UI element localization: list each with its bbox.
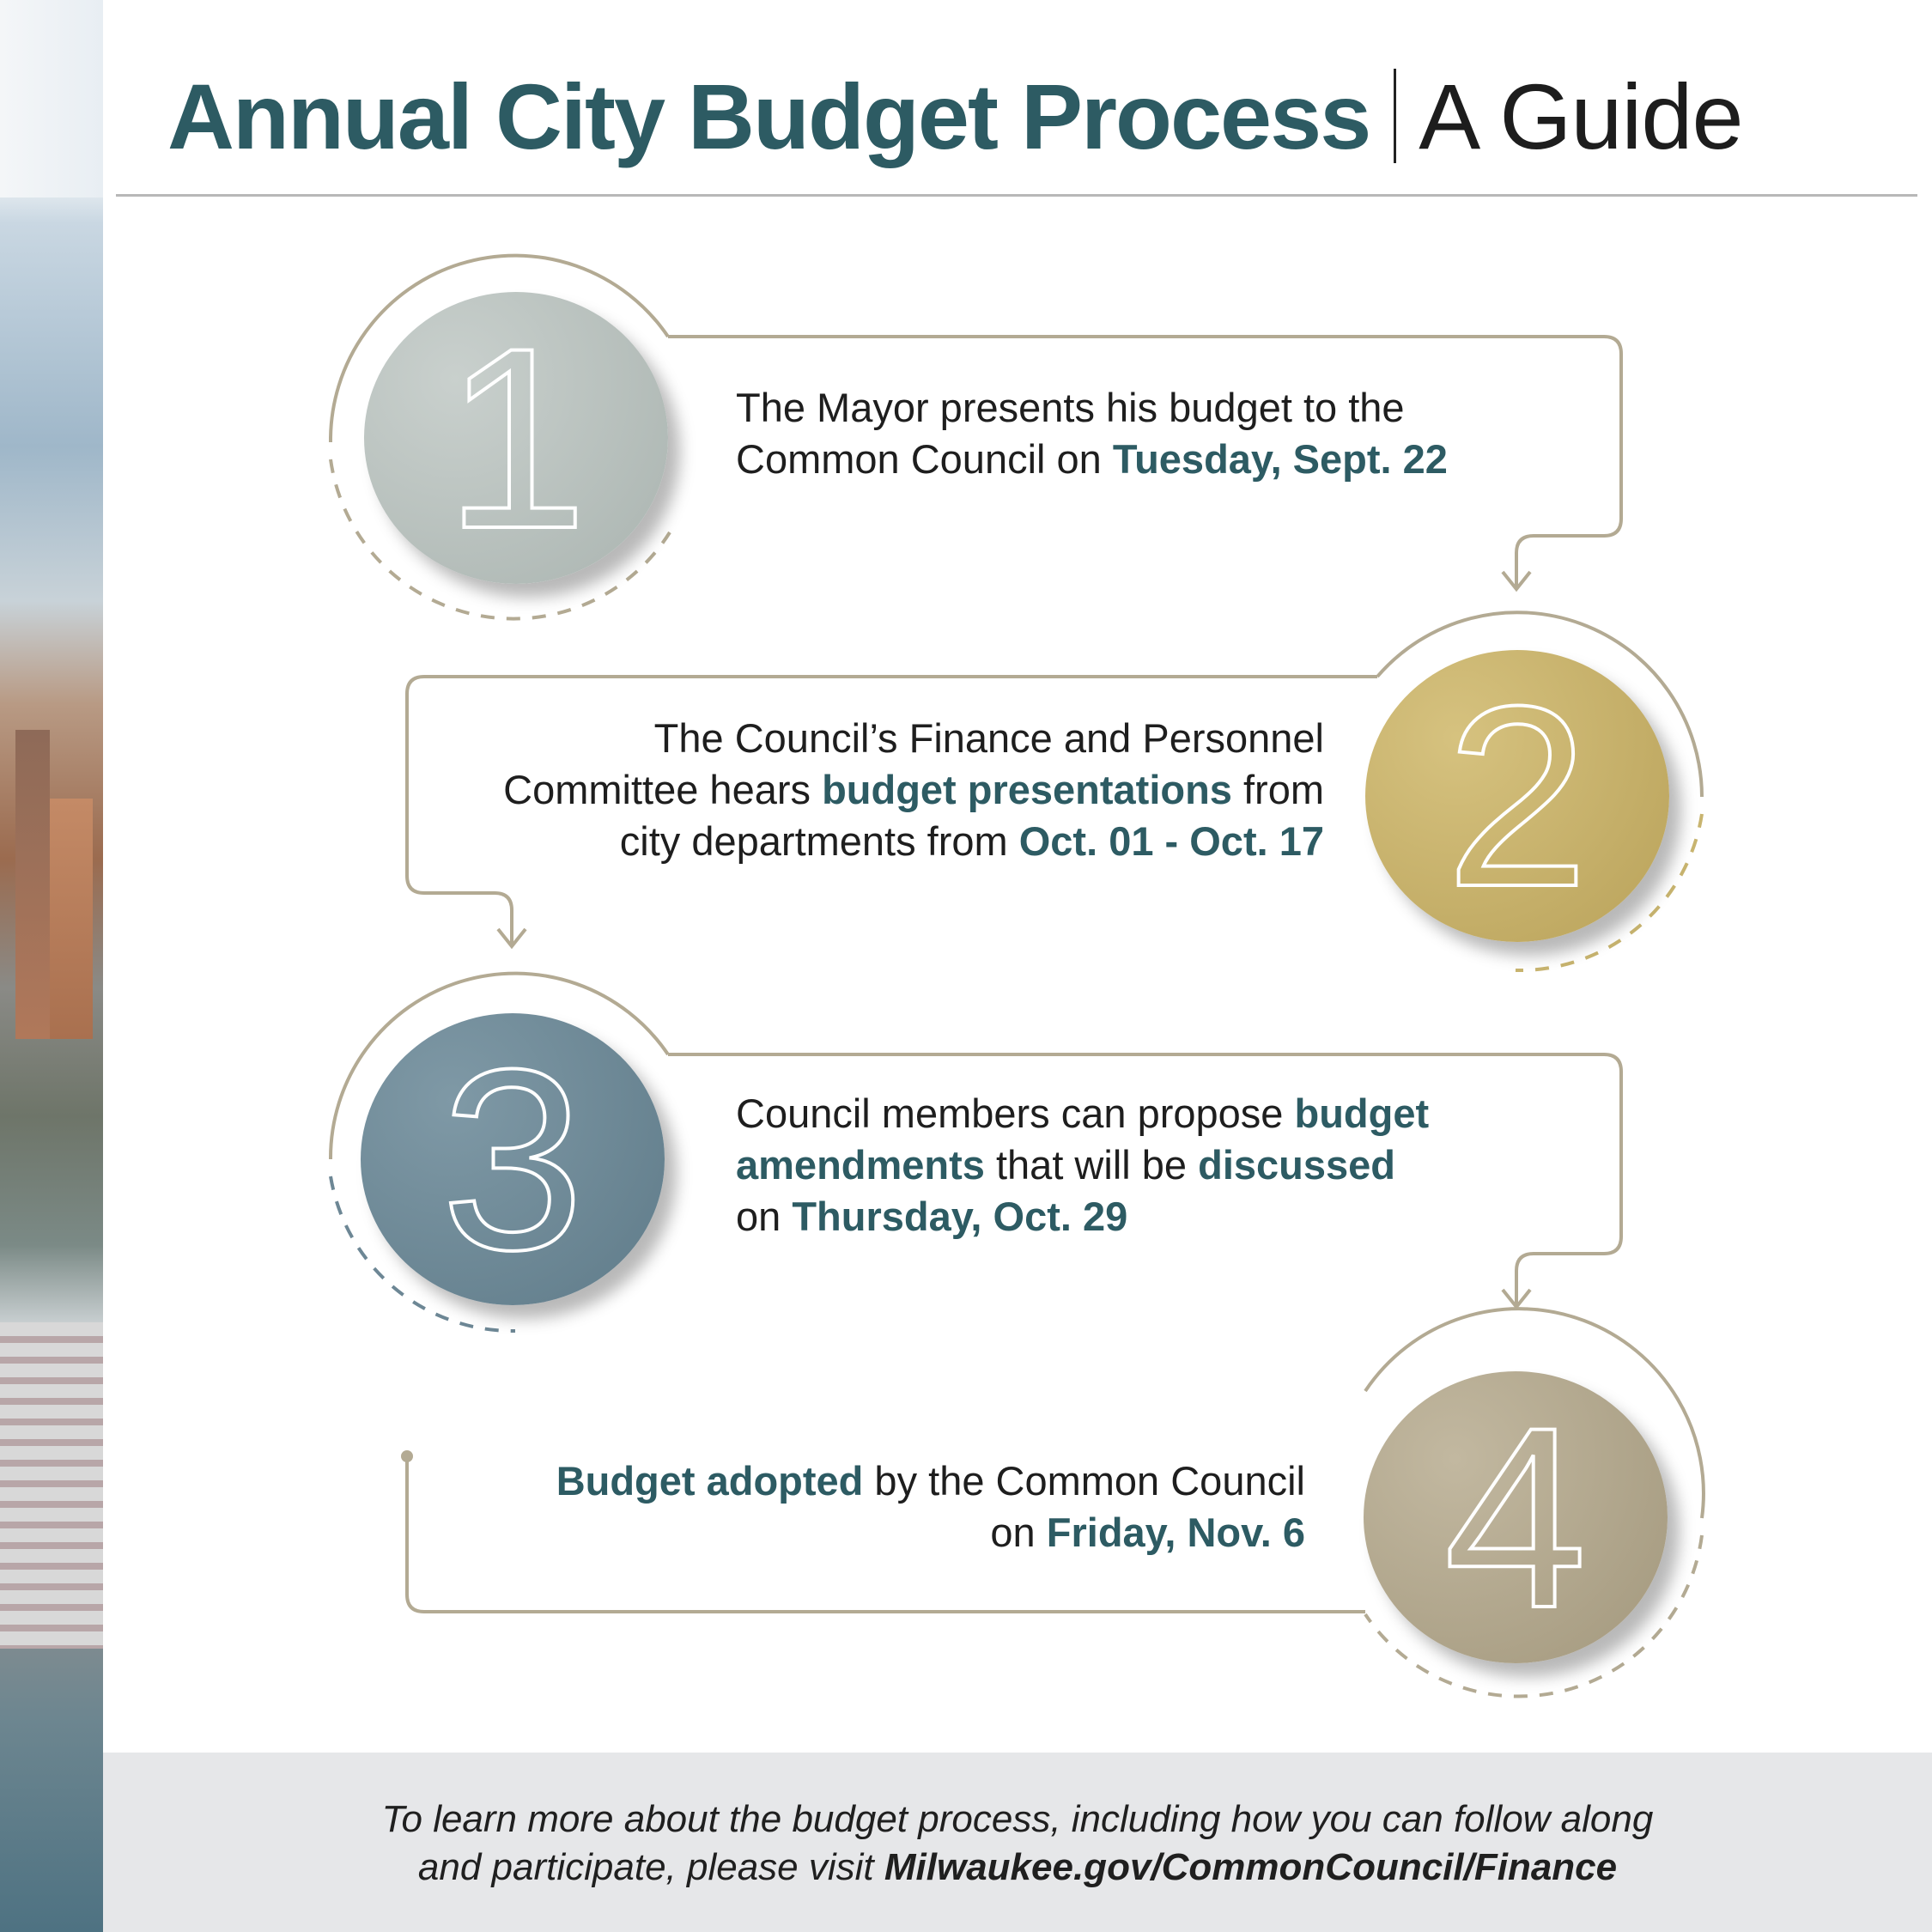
- step2-number: 2: [1445, 652, 1589, 940]
- step1-text: [736, 382, 1543, 485]
- step2-line2-after: from: [1231, 767, 1324, 812]
- step2-date: Oct. 01 - Oct. 17: [1018, 818, 1324, 864]
- step1-number-circle: [364, 292, 668, 584]
- step3-description: Council members can propose: [736, 1091, 1295, 1136]
- step3-number-circle: [361, 1013, 665, 1305]
- step2-line2-text: Committee hears: [503, 767, 823, 812]
- step4-line2: [404, 1507, 1305, 1558]
- step4-line1: [404, 1455, 1305, 1507]
- step4-number: 4: [1443, 1373, 1588, 1662]
- step4-date: Friday, Nov. 6: [1046, 1510, 1305, 1555]
- step3-middle: that will be: [984, 1142, 1199, 1188]
- step3-highlight-discussed: discussed: [1198, 1142, 1395, 1188]
- footer-line1: To learn more about the budget process, including how you can follow along: [381, 1798, 1654, 1840]
- step3-text: [736, 1088, 1543, 1242]
- footer-line2-text: and participate, please visit: [417, 1846, 884, 1888]
- step4-highlight: Budget adopted: [556, 1458, 864, 1504]
- step3-number: 3: [440, 1015, 585, 1303]
- step4-on: on: [990, 1510, 1047, 1555]
- step2-text: [404, 713, 1324, 867]
- page-title: Annual City Budget Process: [167, 64, 1370, 168]
- step4-text: [404, 1455, 1305, 1558]
- step3-highlight-amendments: budget amendments: [736, 1091, 1430, 1188]
- step3-on: on: [736, 1194, 793, 1239]
- footer-text: [103, 1795, 1932, 1892]
- step2-highlight: budget presentations: [822, 767, 1232, 812]
- step4-number-circle: [1364, 1371, 1668, 1663]
- step2-line3: [404, 816, 1324, 867]
- step2-number-circle: [1365, 650, 1669, 942]
- step1-number: 1: [444, 294, 588, 582]
- footer-band: [103, 1753, 1932, 1932]
- step2-line2: [404, 764, 1324, 816]
- step4-line1-after: by the Common Council: [863, 1458, 1305, 1504]
- step3-date: Thursday, Oct. 29: [792, 1194, 1128, 1239]
- step2-line1: The Council’s Finance and Personnel: [653, 715, 1324, 761]
- footer-line2: [103, 1844, 1932, 1892]
- step1-date: Tuesday, Sept. 22: [1112, 436, 1448, 482]
- step2-line3-text: city departments from: [619, 818, 1019, 864]
- footer-link[interactable]: Milwaukee.gov/CommonCouncil/Finance: [884, 1846, 1618, 1888]
- step1-description: The Mayor presents his budget to the Common Council on: [736, 385, 1405, 482]
- page-subtitle: A Guide: [1419, 64, 1743, 168]
